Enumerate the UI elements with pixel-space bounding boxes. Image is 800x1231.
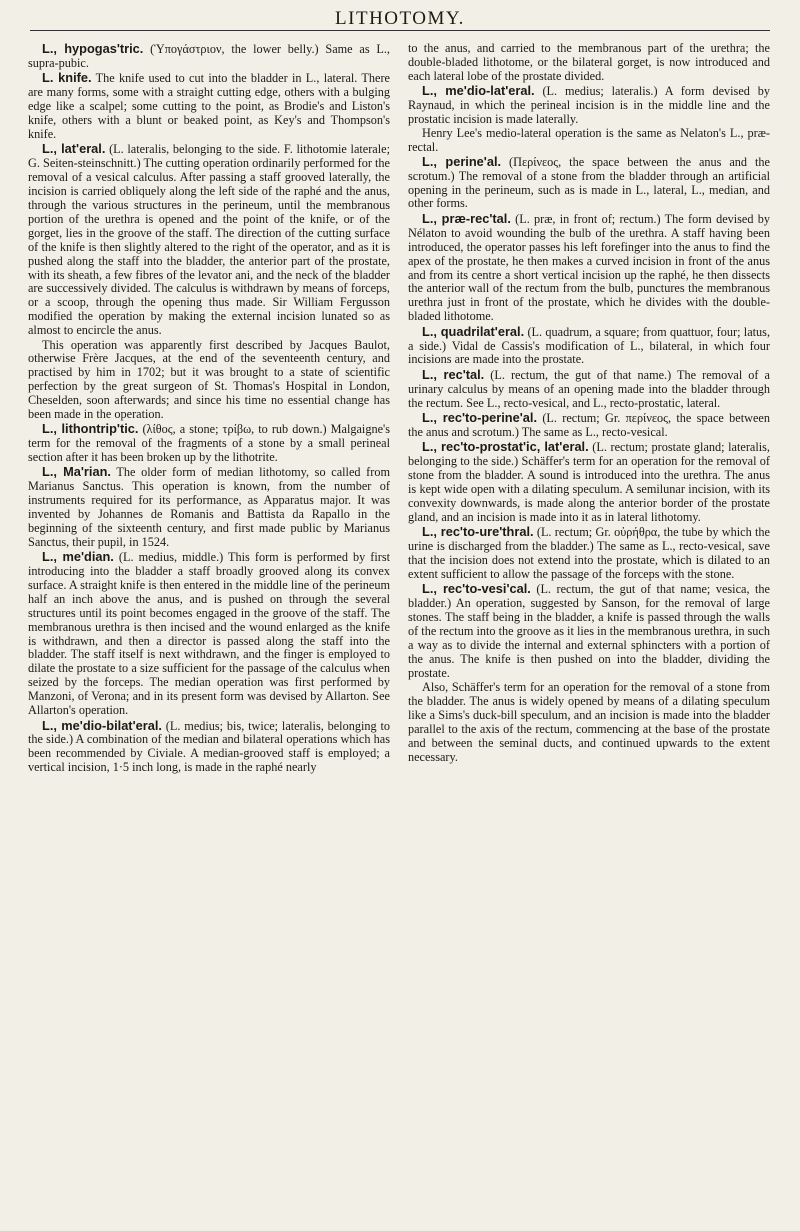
headword: L., lat'eral. xyxy=(42,141,106,157)
entry xyxy=(28,422,390,465)
headword: L., rec'tal. xyxy=(422,366,485,382)
entry-text: The older form of median lithotomy, so called from Marianus Sanctus. This operation is known, from the number of instruments required for its performance, as Apparatus major. It was invented by Johannes de Romanis and Battista da Rapallo in the beginning of the sixteenth century, and first made public by Marianus Sanctus, their pupil, in 1524. xyxy=(28,465,390,549)
page-header: LITHOTOMY. xyxy=(335,8,465,29)
headword: L., rec'to-perine'al. xyxy=(422,410,538,426)
entry-text: (λίθος, a stone; τρίβω, to rub down.) Malgaigne's term for the removal of the fragments of a stone by a small perineal section after it has been broken up by the lithotrite. xyxy=(28,421,390,464)
entry-text: (L. rectum, the gut of that name; vesica, the bladder.) An operation, suggested by Sanson, for the removal of large stones. The staff being in the bladder, a knife is passed through the walls of the rectum into the groove as it lies in the membranous urethra, in such a way as to divide the internal and external sphincters with a portion of the anus. The knife is then pushed on into the bladder, dividing the prostate. xyxy=(408,582,770,680)
headword: L., præ-rec'tal. xyxy=(422,210,511,226)
entry-text: (Περίνεος, the space between the anus and the scrotum.) The removal of a stone from the bladder through an artificial opening in the perineum, such as is made in L., lateral, L., median, and other forms. xyxy=(408,154,770,211)
entry xyxy=(28,142,390,338)
headword: L., me'dio-bilat'eral. xyxy=(42,717,162,733)
headword: L., perine'al. xyxy=(422,153,502,169)
entry-text: (Ὑπογάστριον, the lower belly.) Same as L., supra-pubic. xyxy=(28,42,390,70)
entry xyxy=(408,440,770,524)
entry xyxy=(28,42,390,71)
headword: L., rec'to-prostat'ic, lat'eral. xyxy=(422,439,589,455)
entry-text: (L. medius; bis, twice; lateralis, belonging to the side.) A combination of the median and bilateral operations which has been recommended by Civiale. A median-grooved staff is employed; a vertical incision, 1·5 inch long, is made in the raphé nearly xyxy=(28,718,391,775)
headword: L., me'dio-lat'eral. xyxy=(422,82,535,98)
headword: L. knife. xyxy=(42,70,92,86)
entry-text: (L. quadrum, a square; from quattuor, four; latus, a side.) Vidal de Cassis's modification of L., bilateral, in which four incisions are made into the prostate. xyxy=(408,324,771,367)
entry xyxy=(28,71,390,142)
left-column xyxy=(28,42,390,776)
headword: L., rec'to-vesi'cal. xyxy=(422,581,531,597)
entry-text: (L. medius, middle.) This form is performed by first introducing into the bladder a staff broadly grooved along its convex surface. A straight knife is then entered in the middle line of the perineum half an inch above the anus, and is pushed on through the several structures until its point becomes engaged in the groove of the staff. The membranous urethra is then incised and the wound enlarged as the knife is withdrawn, and then a director is passed along the staff into the bladder. The staff itself is next withdrawn, and the finger is employed to dilate the prostate to a size sufficient for the passage of the calculus when seized by the forceps. The median operation was first performed by Manzoni, of Verona; and in its present form was devised by Allarton. See Allarton's operation. xyxy=(28,550,391,718)
headword: L., me'dian. xyxy=(42,549,114,565)
entry xyxy=(408,155,770,212)
paragraph: Henry Lee's medio-lateral operation is the same as Nelaton's L., præ-rectal. xyxy=(408,125,770,154)
header-rule xyxy=(30,30,770,31)
entry xyxy=(408,582,770,680)
paragraph: This operation was apparently first described by Jacques Baulot, otherwise Frère Jacques, at the end of the seventeenth century, and practised by him in 1702; but it was brought to a state of scientific perfection by the great surgeon of St. Thomas's Hospital in London, Cheselden, soon afterwards; and since his time no essential change has been made in the operation. xyxy=(28,337,390,422)
paragraph: Also, Schäffer's term for an operation for the removal of a stone from the bladder. The anus is widely opened by means of a dilating speculum like a Sims's duck-bill speculum, and an incision is made into the bladder parallel to the axis of the rectum, commencing at the base of the prostate and between the seminal ducts, and continued upwards to the extent necessary. xyxy=(408,680,770,764)
entry-text: (L. medius; lateralis.) A form devised by Raynaud, in which the perineal incision is in the middle line and the prostatic incision is made laterally. xyxy=(408,83,770,126)
entry-text: (L. rectum; Gr. οὐρήθρα, the tube by which the urine is discharged from the bladder.) The same as L., recto-vesical, save that the incision does not extend into the prostate, which is dilated to an extent sufficient to allow the passage of the forceps with the stone. xyxy=(408,525,770,582)
entry-text: The knife used to cut into the bladder in L., lateral. There are many forms, some with a straight cutting edge, others with a bulging edge like a scalpel; some cutting to the point, as Brodie's and Liston's knife, others with a blunt or beaked point, as Key's and Thompson's knife. xyxy=(28,71,390,141)
right-column xyxy=(408,42,770,765)
entry xyxy=(408,212,770,324)
entry xyxy=(408,411,770,440)
entry xyxy=(408,84,770,127)
headword: L., quadrilat'eral. xyxy=(422,323,525,339)
entry xyxy=(408,325,770,368)
entry xyxy=(28,550,390,718)
entry xyxy=(28,465,390,549)
entry-text: (L. præ, in front of; rectum.) The form devised by Nélaton to avoid wounding the bulb of the urethra. A staff having been introduced, the operator passes his left forefinger into the anus to find the apex of the prostate, he then makes a curved incision in front of the anus and from its centre a short vertical incision up the raphé, he then dissects the anterior wall of the rectum from the bulb, punctures the membranous urethra just in front of the prostate, which he divides with the double-bladed lithotome. xyxy=(408,211,770,324)
headword: L., rec'to-ure'thral. xyxy=(422,524,534,540)
entry-text: (L. rectum, the gut of that name.) The removal of a urinary calculus by means of an opening made into the bladder through the rectum. See L., recto-vesical, and L., recto-prostatic, lateral. xyxy=(408,367,770,410)
entry-text: (L. lateralis, belonging to the side. F. lithotomie laterale; G. Seiten-steinschnitt.) The cutting operation ordinarily performed for the removal of a vesical calculus. After passing a staff grooved laterally, the incision is carried obliquely along the left side of the raphé and the anus, through the various structures in the perineum, until the membranous portion of the urethra is opened and the point of the knife, or of the gorget, lies in the groove of the staff. The direction of the cutting surface of the knife is then slightly altered to the right of the operator, and as it is pushed along the staff into the bladder, the anterior part of the prostate, with its sheath, a few fibres of the levator ani, and the neck of the bladder are successively divided. The calculus is withdrawn by means of forceps, or a scoop, through the opening thus made. Sir William Fergusson modified the operation by making the external incision lunated so as almost to encircle the anus. xyxy=(28,142,390,338)
entry xyxy=(408,525,770,582)
entry xyxy=(408,368,770,411)
entry-text: (L. rectum; prostate gland; lateralis, belonging to the side.) Schäffer's term for an operation for the removal of stone from the bladder. A sound is introduced into the urethra. The anus is kept wide open with a dilating speculum. A semilunar incision, with its convexity downwards, is made along the anterior border of the prostate gland, and an incision is made into it as in lateral lithotomy. xyxy=(408,440,770,524)
entry-text: (L. rectum; Gr. περίνεος, the space between the anus and scrotum.) The same as L., recto-vesical. xyxy=(408,411,770,439)
headword: L., Ma'rian. xyxy=(42,464,111,480)
headword: L., lithontrip'tic. xyxy=(42,420,139,436)
entry xyxy=(28,719,390,776)
headword: L., hypogas'tric. xyxy=(42,41,144,56)
paragraph: to the anus, and carried to the membranous part of the urethra; the double-bladed lithotome, or the bilateral gorget, is now introduced and each lateral lobe of the prostate divided. xyxy=(408,41,770,83)
